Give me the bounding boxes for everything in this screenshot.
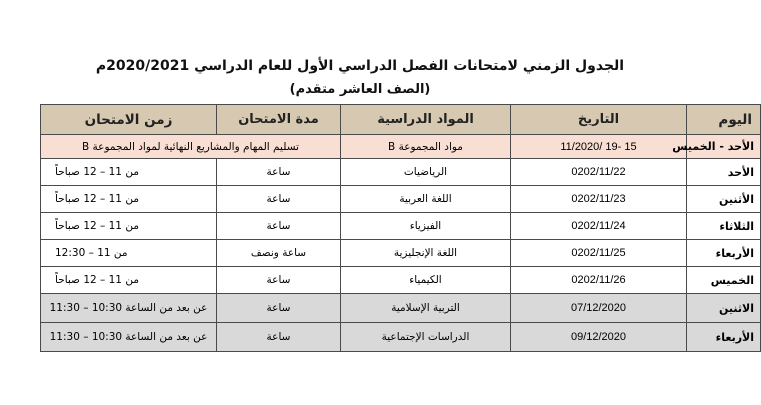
submission-day: الأحد - الخميس xyxy=(687,135,761,159)
submission-subject: مواد المجموعة B xyxy=(341,135,511,159)
row-date: 09/12/2020 xyxy=(511,323,687,352)
row-day: الأربعاء xyxy=(687,323,761,352)
row-date: 0202/11/24 xyxy=(511,213,687,240)
row-time: من 11 – 12 صباحاً xyxy=(41,186,217,213)
row-time: عن بعد من الساعة 10:30 – 11:30 xyxy=(41,323,217,352)
table-row-remote xyxy=(41,294,761,323)
table-row xyxy=(41,213,761,240)
exam-schedule-table xyxy=(40,104,761,352)
header-time: زمن الامتحان xyxy=(41,105,217,135)
row-date: 0202/11/23 xyxy=(511,186,687,213)
row-day: الأثنين xyxy=(687,186,761,213)
row-subject: التربية الإسلامية xyxy=(341,294,511,323)
row-date: 07/12/2020 xyxy=(511,294,687,323)
submission-note: تسليم المهام والمشاريع النهائية لمواد المجموعة B xyxy=(41,135,341,159)
submission-row xyxy=(41,135,761,159)
row-subject: اللغة العربية xyxy=(341,186,511,213)
row-time: عن بعد من الساعة 10:30 – 11:30 xyxy=(41,294,217,323)
row-subject: الفيزياء xyxy=(341,213,511,240)
table-row xyxy=(41,240,761,267)
row-date: 0202/11/25 xyxy=(511,240,687,267)
row-subject: اللغة الإنجليزية xyxy=(341,240,511,267)
row-day: الثلاثاء xyxy=(687,213,761,240)
row-time: من 11 – 12 صباحاً xyxy=(41,213,217,240)
row-duration: ساعة xyxy=(217,294,341,323)
table-header-row xyxy=(41,105,761,135)
row-day: الاثنين xyxy=(687,294,761,323)
row-duration: ساعة xyxy=(217,159,341,186)
document-title: الجدول الزمني لامتحانات الفصل الدراسي الأول للعام الدراسي 2020/2021م xyxy=(95,58,625,74)
header-subject: المواد الدراسية xyxy=(341,105,511,135)
row-subject: الرياضيات xyxy=(341,159,511,186)
row-day: الأربعاء xyxy=(687,240,761,267)
table-row xyxy=(41,186,761,213)
row-date: 0202/11/26 xyxy=(511,267,687,294)
row-duration: ساعة ونصف xyxy=(217,240,341,267)
row-time: من 11 – 12:30 xyxy=(41,240,217,267)
header-date: التاريخ xyxy=(511,105,687,135)
row-day: الأحد xyxy=(687,159,761,186)
row-time: من 11 – 12 صباحاً xyxy=(41,159,217,186)
row-time: من 11 – 12 صباحاً xyxy=(41,267,217,294)
document-subtitle: (الصف العاشر متقدم) xyxy=(289,82,431,97)
submission-date: 15 -19 /11/2020 xyxy=(511,135,687,159)
table-row xyxy=(41,159,761,186)
row-day: الخميس xyxy=(687,267,761,294)
row-date: 0202/11/22 xyxy=(511,159,687,186)
table-row xyxy=(41,267,761,294)
row-duration: ساعة xyxy=(217,267,341,294)
header-duration: مدة الامتحان xyxy=(217,105,341,135)
table-row-remote xyxy=(41,323,761,352)
row-duration: ساعة xyxy=(217,186,341,213)
row-subject: الكيمياء xyxy=(341,267,511,294)
header-day: اليوم xyxy=(687,105,761,135)
row-subject: الدراسات الإجتماعية xyxy=(341,323,511,352)
row-duration: ساعة xyxy=(217,213,341,240)
row-duration: ساعة xyxy=(217,323,341,352)
